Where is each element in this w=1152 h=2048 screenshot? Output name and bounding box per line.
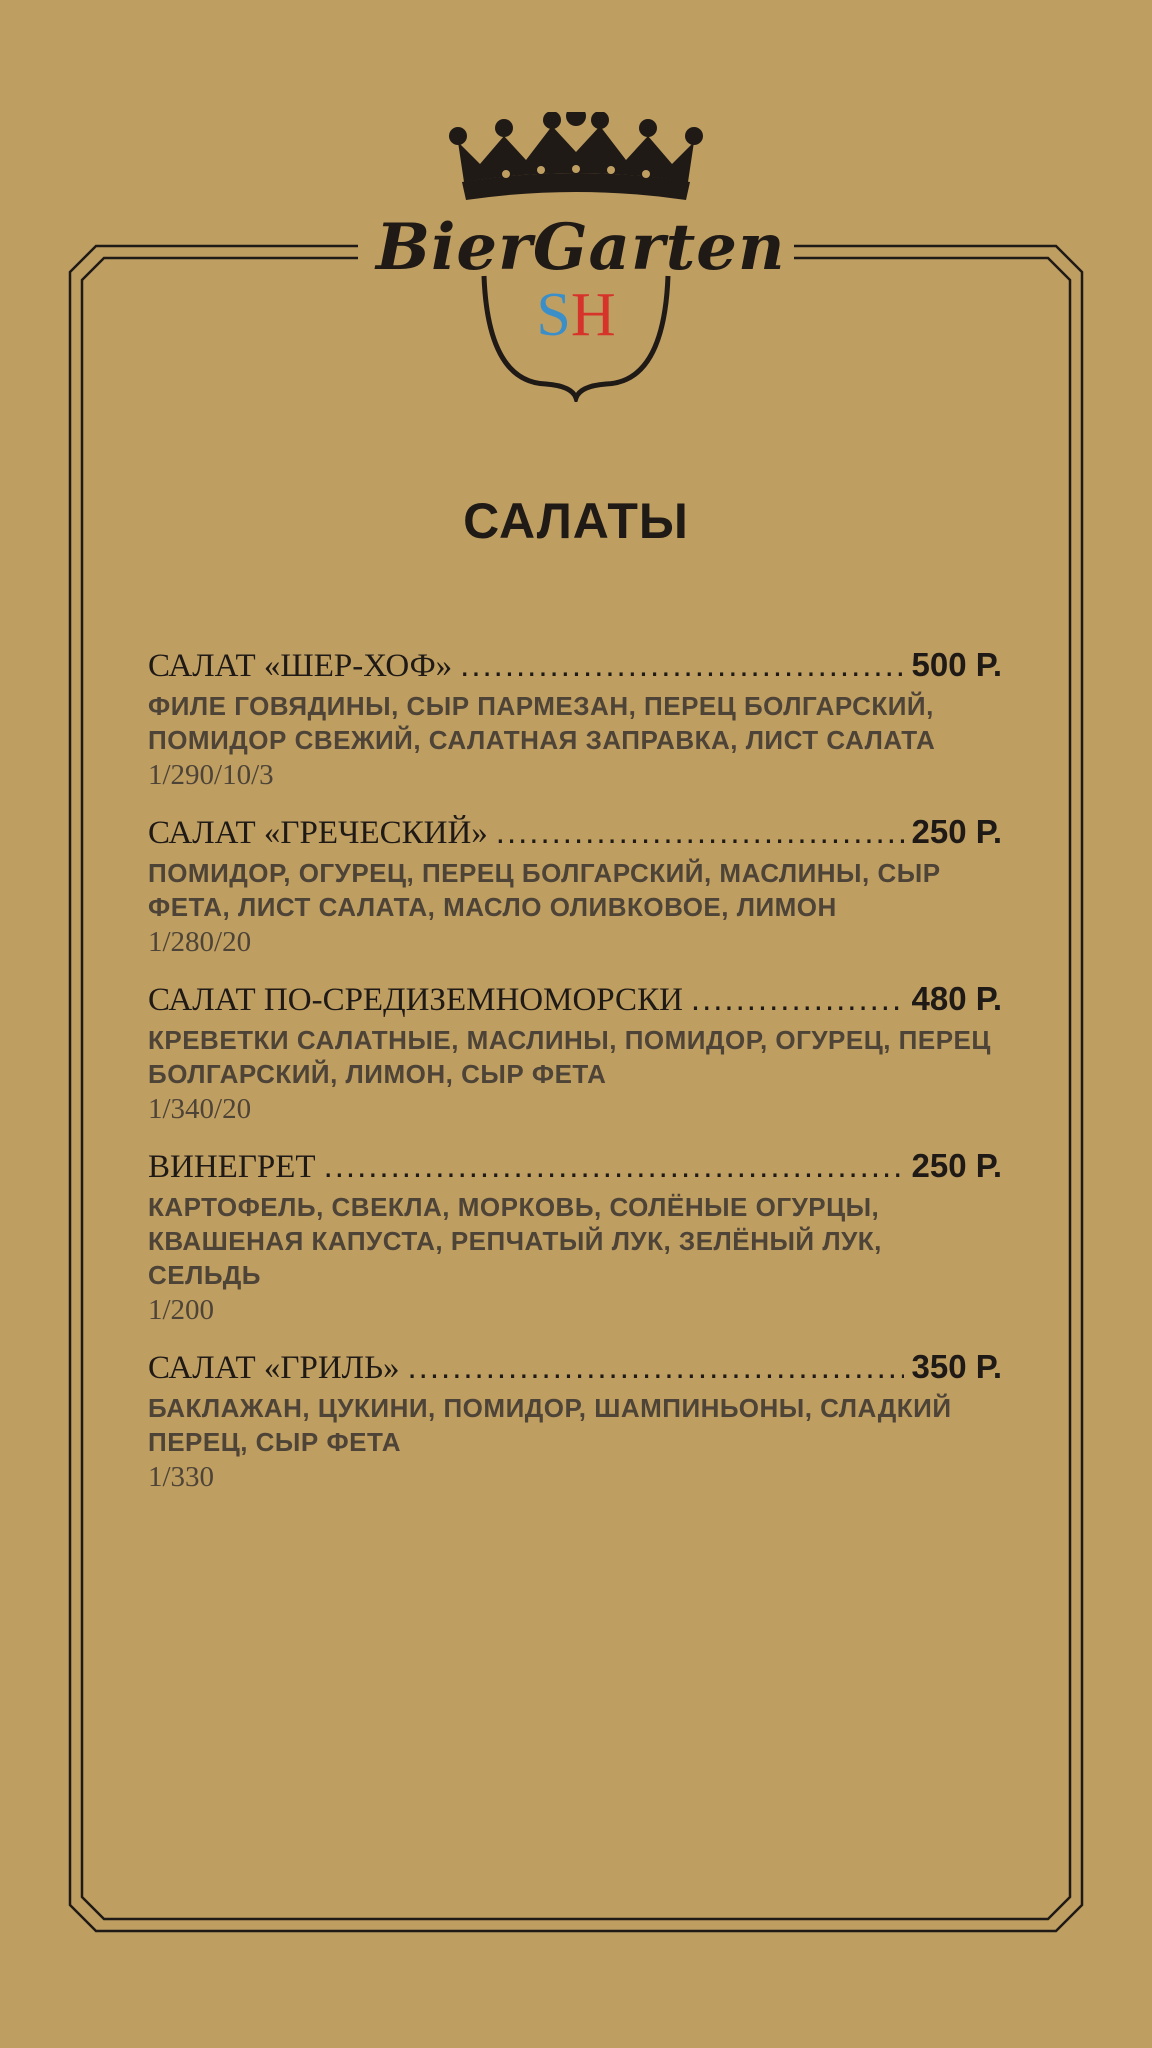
menu-item-description: КРЕВЕТКИ САЛАТНЫЕ, МАСЛИНЫ, ПОМИДОР, ОГУРЕЦ, ПЕРЕЦ БОЛГАРСКИЙ, ЛИМОН, СЫР ФЕТА bbox=[148, 1025, 991, 1089]
menu-item-weight: 1/200 bbox=[148, 1294, 215, 1326]
menu-item-name: САЛАТ ПО-СРЕДИЗЕМНОМОРСКИ bbox=[148, 982, 683, 1018]
menu-list bbox=[148, 642, 1002, 1511]
menu-item-description: ФИЛЕ ГОВЯДИНЫ, СЫР ПАРМЕЗАН, ПЕРЕЦ БОЛГАРСКИЙ, ПОМИДОР СВЕЖИЙ, САЛАТНАЯ ЗАПРАВКА, ЛИСТ САЛАТА bbox=[148, 691, 936, 755]
menu-item-price: 500 Р. bbox=[911, 646, 1002, 683]
dot-leader bbox=[460, 642, 903, 688]
dot-leader bbox=[496, 809, 904, 855]
menu-item-header bbox=[148, 1344, 1002, 1391]
menu-item-description: БАКЛАЖАН, ЦУКИНИ, ПОМИДОР, ШАМПИНЬОНЫ, СЛАДКИЙ ПЕРЕЦ, СЫР ФЕТА bbox=[148, 1393, 952, 1457]
menu-item-price: 250 Р. bbox=[911, 1147, 1002, 1184]
menu-item-header bbox=[148, 809, 1002, 856]
menu-item-description: КАРТОФЕЛЬ, СВЕКЛА, МОРКОВЬ, СОЛЁНЫЕ ОГУРЦЫ, КВАШЕНАЯ КАПУСТА, РЕПЧАТЫЙ ЛУК, ЗЕЛЁНЫЙ ЛУК, СЕЛЬДЬ bbox=[148, 1192, 882, 1290]
menu-item-name: ВИНЕГРЕТ bbox=[148, 1149, 316, 1185]
menu-item bbox=[148, 1344, 1002, 1495]
menu-item bbox=[148, 642, 1002, 793]
menu-item bbox=[148, 809, 1002, 960]
menu-item-weight: 1/280/20 bbox=[148, 926, 252, 958]
menu-item-price: 480 Р. bbox=[911, 980, 1002, 1017]
dot-leader bbox=[324, 1143, 904, 1189]
biergarten-logo bbox=[376, 112, 786, 402]
menu-item bbox=[148, 976, 1002, 1127]
monogram-s: S bbox=[536, 281, 571, 349]
menu-item-header bbox=[148, 1143, 1002, 1190]
crown-icon bbox=[376, 112, 776, 212]
menu-item-price: 350 Р. bbox=[911, 1348, 1002, 1385]
menu-item-price: 250 Р. bbox=[911, 813, 1002, 850]
section-title: САЛАТЫ bbox=[463, 493, 689, 549]
menu-item bbox=[148, 1143, 1002, 1328]
menu-item-name: САЛАТ «ГРЕЧЕСКИЙ» bbox=[148, 815, 488, 851]
logo-wordmark: BierGarten bbox=[376, 210, 786, 285]
monogram-h: H bbox=[570, 281, 616, 349]
logo-monogram bbox=[376, 281, 776, 349]
menu-item-name: САЛАТ «ГРИЛЬ» bbox=[148, 1350, 400, 1386]
menu-item-weight: 1/290/10/3 bbox=[148, 759, 274, 791]
menu-item-description: ПОМИДОР, ОГУРЕЦ, ПЕРЕЦ БОЛГАРСКИЙ, МАСЛИНЫ, СЫР ФЕТА, ЛИСТ САЛАТА, МАСЛО ОЛИВКОВОЕ, ЛИМОН bbox=[148, 858, 941, 922]
dot-leader bbox=[691, 976, 904, 1022]
dot-leader bbox=[408, 1344, 904, 1390]
menu-item-name: САЛАТ «ШЕР-ХОФ» bbox=[148, 648, 453, 684]
menu-item-header bbox=[148, 642, 1002, 689]
menu-item-weight: 1/330 bbox=[148, 1461, 215, 1493]
menu-item-header bbox=[148, 976, 1002, 1023]
menu-item-weight: 1/340/20 bbox=[148, 1093, 252, 1125]
